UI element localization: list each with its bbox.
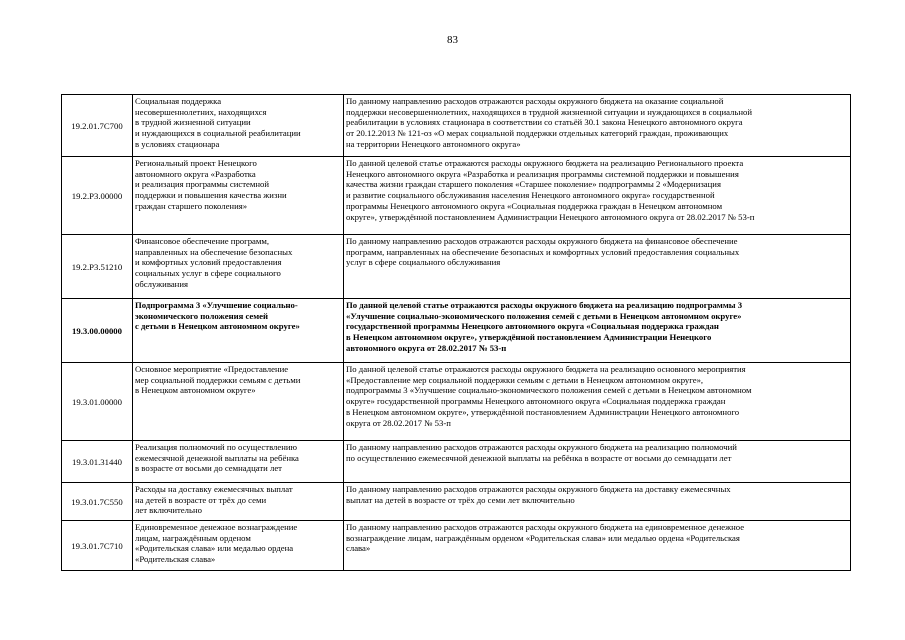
target-article-name: Подпрограмма 3 «Улучшение социально- экономического положения семей с детьми в Ненецком автономном округе» — [133, 299, 344, 363]
target-article-code: 19.2.Р3.51210 — [62, 235, 133, 299]
target-article-name: Основное мероприятие «Предоставление мер социальной поддержки семьям с детьми в Ненецком автономном округе» — [133, 363, 344, 441]
target-article-code: 19.3.01.7С710 — [62, 521, 133, 571]
table-row — [62, 299, 851, 363]
table-row — [62, 483, 851, 521]
target-article-name: Расходы на доставку ежемесячных выплат на детей в возрасте от трёх до семи лет включительно — [133, 483, 344, 521]
table-row — [62, 441, 851, 483]
table-row — [62, 235, 851, 299]
target-article-code: 19.3.01.31440 — [62, 441, 133, 483]
target-article-name: Финансовое обеспечение программ, направленных на обеспечение безопасных и комфортных условий предоставления социальных услуг в сфере социального обслуживания — [133, 235, 344, 299]
table-body — [62, 95, 851, 571]
target-article-code: 19.2.01.7С700 — [62, 95, 133, 157]
target-article-description: По данной целевой статье отражаются расходы окружного бюджета на реализацию Регионального проекта Ненецкого автономного округа «Разработка и реализация программы системной поддержки и повышения качества жизни граждан старшего поколения «Старшее поколение» подпрограммы 2 «Модернизация и развитие социального обслуживания населения Ненецкого автономного округа» государственной программы Ненецкого автономного округа «Социальная поддержка граждан в Ненецком автономном округе», утверждённой постановлением Администрации Ненецкого автономного округа от 28.02.2017 № 53-п — [344, 157, 851, 235]
target-article-description: По данному направлению расходов отражаются расходы окружного бюджета на реализацию полномочий по осуществлению ежемесячной денежной выплаты на ребёнка в возрасте от восьми до семнадцати лет — [344, 441, 851, 483]
target-article-description: По данному направлению расходов отражаются расходы окружного бюджета на финансовое обеспечение программ, направленных на обеспечение безопасных и комфортных условий предоставления социальных услуг в сфере социального обслуживания — [344, 235, 851, 299]
target-article-name: Региональный проект Ненецкого автономного округа «Разработка и реализация программы системной поддержки и повышения качества жизни граждан старшего поколения» — [133, 157, 344, 235]
target-article-description: По данной целевой статье отражаются расходы окружного бюджета на реализацию подпрограммы 3 «Улучшение социально-экономического положения семей с детьми в Ненецком автономном округе» государственной программы Ненецкого автономного округа «Социальная поддержка граждан в Ненецком автономном округе», утверждённой постановлением Администрации Ненецкого автономного округа от 28.02.2017 № 53-п — [344, 299, 851, 363]
target-article-description: По данной целевой статье отражаются расходы окружного бюджета на реализацию основного мероприятия «Предоставление мер социальной поддержки семьям с детьми в Ненецком автономном округе», подпрограммы 3 «Улучшение социально-экономического положения семей с детьми в Ненецком автономном округе» государственной программы Ненецкого автономного округа «Социальная поддержка граждан в Ненецком автономном округе», утверждённой постановлением Администрации Ненецкого автономного округа от 28.02.2017 № 53-п — [344, 363, 851, 441]
target-article-name: Социальная поддержка несовершеннолетних, находящихся в трудной жизненной ситуации и нуждающихся в социальной реабилитации в условиях стационара — [133, 95, 344, 157]
table-row — [62, 95, 851, 157]
table-row — [62, 521, 851, 571]
target-article-description: По данному направлению расходов отражаются расходы окружного бюджета на доставку ежемесячных выплат на детей в возрасте от трёх до семи лет включительно — [344, 483, 851, 521]
budget-classification-table — [61, 94, 851, 571]
table-row — [62, 363, 851, 441]
target-article-description: По данному направлению расходов отражаются расходы окружного бюджета на единовременное денежное вознаграждение лицам, награждённым орденом «Родительская слава» или медалью ордена «Родительская слава» — [344, 521, 851, 571]
target-article-code: 19.3.00.00000 — [62, 299, 133, 363]
target-article-code: 19.3.01.7С550 — [62, 483, 133, 521]
target-article-code: 19.3.01.00000 — [62, 363, 133, 441]
table-row — [62, 157, 851, 235]
target-article-name: Единовременное денежное вознаграждение лицам, награждённым орденом «Родительская слава» или медалью ордена «Родительская слава» — [133, 521, 344, 571]
target-article-name: Реализация полномочий по осуществлению ежемесячной денежной выплаты на ребёнка в возрасте от восьми до семнадцати лет — [133, 441, 344, 483]
page-number: 83 — [447, 34, 458, 46]
target-article-code: 19.2.Р3.00000 — [62, 157, 133, 235]
target-article-description: По данному направлению расходов отражаются расходы окружного бюджета на оказание социальной поддержки несовершеннолетних, находящихся в трудной жизненной ситуации и нуждающихся в социальной реабилитации в условиях стационара в соответствии со статьёй 30.1 закона Ненецкого автономного округа от 20.12.2013 № 121-оз «О мерах социальной поддержки отдельных категорий граждан, проживающих на территории Ненецкого автономного округа» — [344, 95, 851, 157]
